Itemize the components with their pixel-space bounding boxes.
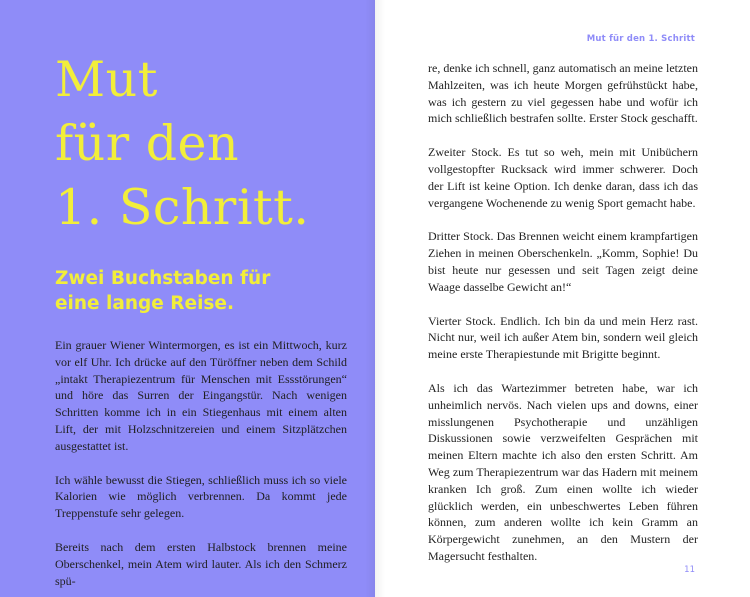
running-head: Mut für den 1. Schritt [586, 34, 695, 44]
paragraph: Ich wähle bewusst die Stiegen, schließlich muss ich so viele Kalorien wie möglich verbrennen. Da kommt jede Treppenstufe sehr gelegen. [55, 472, 347, 521]
chapter-title-line: 1. Schritt. [55, 179, 310, 236]
paragraph: Als ich das Wartezimmer betreten habe, war ich unheimlich nervös. Nach vielen ups and downs, einer misslungenen Psychotherapie und unzähligen Diskussionen sowie verzweifelten Gesprächen mit meinen Eltern machte ich also den ersten Schritt. Am Weg zum Therapiezentrum war das Hadern mit meinem kranken Ich groß. Zum einen wollte ich wieder glücklich werden, ein unbeschwertes Leben führen können, zum anderen wollte ich kein Gramm an Körpergewicht zunehmen, an den Mustern der Magersucht festhalten. [428, 380, 698, 563]
paragraph: Ein grauer Wiener Wintermorgen, es ist ein Mittwoch, kurz vor elf Uhr. Ich drücke auf den Türöffner neben dem Schild „intakt Therapiezentrum für Menschen mit Essstörungen“ und höre das Surren der Eingangstür. Nach wenigen Schritten komme ich in ein Stiegenhaus mit einem alten Lift, der mit Holzschnitzereien und einem Sitzplätzchen ausgestattet ist. [55, 338, 347, 453]
chapter-title-line: Mut [55, 51, 158, 108]
paragraph: re, denke ich schnell, ganz automatisch an meine letzten Mahlzeiten, was ich heute Morgen gefrühstückt habe, was ich gestern zu viel gegessen habe und wofür ich mich schließlich bestrafen sollte. Erster Stock geschafft. [428, 61, 698, 126]
paragraph: Bereits nach dem ersten Halbstock brennen meine Oberschenkel, mein Atem wird lauter. Als ich den Schmerz spü- [55, 539, 347, 588]
chapter-subtitle-line: eine lange Reise. [55, 293, 234, 314]
page-number: 11 [684, 565, 695, 575]
left-body-text [55, 337, 347, 589]
chapter-subtitle [55, 266, 355, 316]
paragraph: Vierter Stock. Endlich. Ich bin da und mein Herz rast. Nicht nur, weil ich außer Atem bin, sondern weil gleich meine erste Therapiestunde mit Brigitte beginnt. [428, 313, 698, 362]
chapter-title [55, 48, 355, 240]
chapter-subtitle-line: Zwei Buchstaben für [55, 268, 271, 289]
paragraph: Zweiter Stock. Es tut so weh, mein mit Unibüchern vollgestopfter Rucksack wird immer schwerer. Doch der Lift ist keine Option. Ich denke daran, dass ich das vergangene Wochenende zu wenig Sport gemacht habe. [428, 145, 698, 210]
paragraph: Dritter Stock. Das Brennen weicht einem krampfartigen Ziehen in meinen Oberschenkeln. „Komm, Sophie! Du bist heute nur gesessen und seit Tagen zeigt deine Waage dasselbe Gewicht an!“ [428, 229, 698, 294]
chapter-title-line: für den [55, 115, 240, 172]
right-body-text [428, 60, 698, 565]
